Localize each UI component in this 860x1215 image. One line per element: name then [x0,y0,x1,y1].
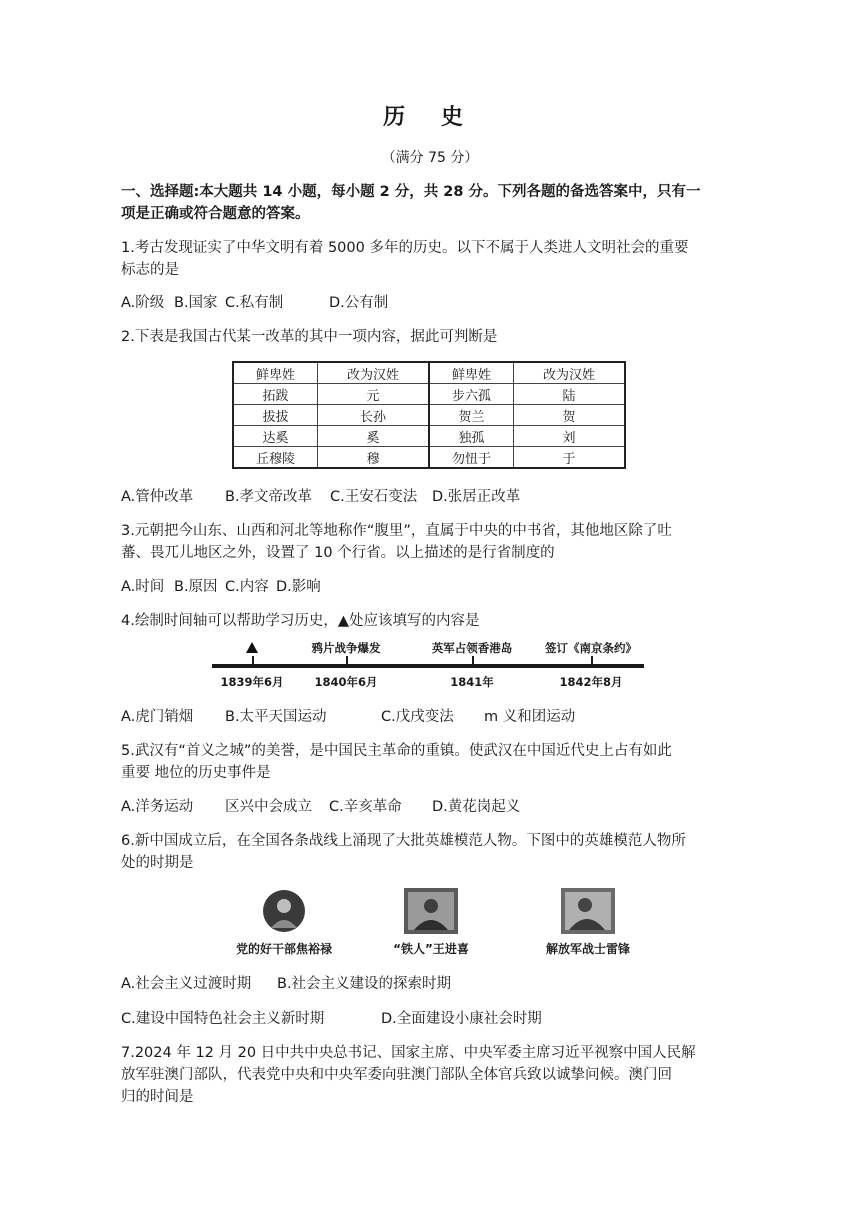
page-subtitle: （满分 75 分） [381,150,479,166]
q5-option-c[interactable]: C.辛亥革命 [329,799,402,815]
timeline-tick [346,656,348,664]
table-cell: 丘穆陵 [233,447,317,469]
table-cell: 拔拔 [233,405,317,426]
q2-option-c[interactable]: C.王安石变法 [330,489,418,505]
q5-stem: 5.武汉有“首义之城”的美誉，是中国民主革命的重镇。使武汉在中国近代史上占有如此 [121,743,672,759]
table-cell: 贺 [513,405,625,426]
q6-stem: 6.新中国成立后，在全国各条战线上涌现了大批英雄模范人物。下图中的英雄模范人物所 [121,833,686,849]
section-heading: 一、选择题:本大题共 14 小题，每小题 2 分，共 28 分。下列各题的备选答案中，只有一 [121,184,701,200]
q6-option-d[interactable]: D.全面建设小康社会时期 [381,1011,542,1027]
timeline-date: 1842年8月 [559,675,623,689]
page-title: 历 史 [383,105,477,130]
hero-caption: 党的好干部焦裕禄 [235,942,332,956]
table-cell: 拓跋 [233,384,317,405]
table-cell: 独孤 [429,426,513,447]
q2-option-b[interactable]: B.孝文帝改革 [225,489,313,505]
q4-option-c[interactable]: C.戊戌变法 [381,709,454,725]
table-header: 鲜卑姓 [429,362,513,384]
section-heading-cont: 项是正确或符合题意的答案。 [121,206,310,222]
table-header: 改为汉姓 [513,362,625,384]
q2-option-a[interactable]: A.管仲改革 [121,489,194,505]
q3-option-c[interactable]: C.内容 [225,579,269,595]
timeline-tick [472,656,474,664]
q4-stem: 4.绘制时间轴可以帮助学习历史，▲处应该填写的内容是 [121,613,480,629]
q7-stem: 7.2024 年 12 月 20 日中共中央总书记、国家主席、中央军委主席习近平视察中国人民解 [121,1045,696,1061]
timeline-tick [591,656,593,664]
q1-option-a[interactable]: A.阶级 [121,295,165,311]
timeline-tick [252,656,254,664]
table-cell: 贺兰 [429,405,513,426]
q3-option-b[interactable]: B.原因 [174,579,218,595]
photo-image [561,888,615,934]
hero-wang-jinxi [356,888,506,960]
table-cell: 穆 [317,447,429,469]
q5-option-a[interactable]: A.洋务运动 [121,799,194,815]
table-cell: 长孙 [317,405,429,426]
q1-option-c[interactable]: C.私有制 [225,295,284,311]
timeline-axis [212,664,644,668]
table-cell: 陆 [513,384,625,405]
table-row [233,447,625,469]
q2-stem: 2.下表是我国古代某一改革的其中一项内容，据此可判断是 [121,329,498,345]
q6-option-c[interactable]: C.建设中国特色社会主义新时期 [121,1011,325,1027]
q1-stem: 1.考古发现证实了中华文明有着 5000 多年的历史。以下不属于人类进人文明社会的重要 [121,240,689,256]
q6-option-b[interactable]: B.社会主义建设的探索时期 [277,976,452,992]
q3-option-d[interactable]: D.影响 [276,579,321,595]
table-cell: 于 [513,447,625,469]
hero-caption: “铁人”王进喜 [393,942,469,956]
q2-option-d[interactable]: D.张居正改革 [432,489,521,505]
q7-stem-cont: 放军驻澳门部队，代表党中央和中央军委向驻澳门部队全体官兵致以诚挚问候。澳门回 [121,1067,672,1083]
q1-option-d[interactable]: D.公有制 [329,295,389,311]
table-row [233,384,625,405]
timeline-event: 鸦片战争爆发 [311,641,381,655]
hero-caption: 解放军战士雷锋 [545,942,630,956]
timeline-date: 1841年 [450,675,494,689]
table-cell: 达奚 [233,426,317,447]
portrait-image [257,888,311,934]
q3-option-a[interactable]: A.时间 [121,579,165,595]
table-cell: 奚 [317,426,429,447]
timeline-date: 1839年6月 [220,675,284,689]
table-header-row [233,362,625,384]
hero-jiao-yulu [209,888,359,960]
triangle-marker-icon [246,642,258,653]
table-header: 改为汉姓 [317,362,429,384]
q5-option-d[interactable]: D.黄花岗起义 [432,799,521,815]
q1-option-b[interactable]: B.国家 [174,295,218,311]
q6-stem-cont: 处的时期是 [121,855,194,871]
surname-table [232,361,626,469]
timeline-event: 签订《南京条约》 [545,641,637,655]
q5-option-b[interactable]: 区兴中会成立 [225,799,312,815]
q1-stem-cont: 标志的是 [121,262,179,278]
table-cell: 刘 [513,426,625,447]
table-cell: 步六孤 [429,384,513,405]
q6-option-a[interactable]: A.社会主义过渡时期 [121,976,252,992]
timeline-date: 1840年6月 [314,675,378,689]
q4-option-a[interactable]: A.虎门销烟 [121,709,194,725]
q3-stem: 3.元朝把今山东、山西和河北等地称作“腹里”，直属于中央的中书省，其他地区除了吐 [121,523,672,539]
timeline [208,640,648,692]
table-cell: 元 [317,384,429,405]
photo-image [404,888,458,934]
q4-option-b[interactable]: B.太平天国运动 [225,709,327,725]
q3-stem-cont: 蕃、畏兀儿地区之外，设置了 10 个行省。以上描述的是行省制度的 [121,545,555,561]
q5-stem-cont: 重要 地位的历史事件是 [121,765,271,781]
q7-stem-cont2: 归的时间是 [121,1089,194,1105]
q4-option-d[interactable]: m 义和团运动 [484,709,576,725]
table-row [233,426,625,447]
table-row [233,405,625,426]
table-cell: 勿忸于 [429,447,513,469]
table-header: 鲜卑姓 [233,362,317,384]
hero-lei-feng [513,888,663,960]
timeline-event: 英军占领香港岛 [431,641,513,655]
